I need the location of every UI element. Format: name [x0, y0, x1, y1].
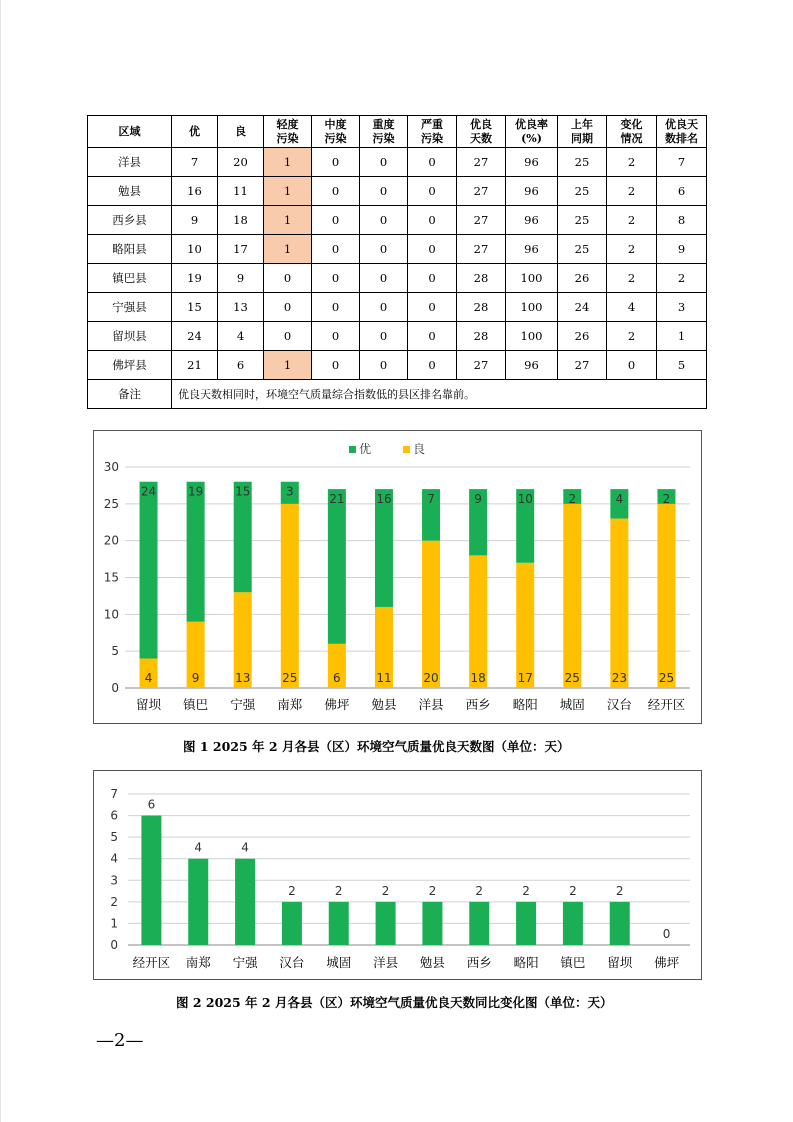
table-cell: 0 [312, 293, 360, 322]
y-tick-label: 20 [103, 533, 119, 548]
bar [235, 859, 255, 945]
table-cell: 4 [607, 293, 657, 322]
table-row [88, 322, 707, 351]
table-cell: 96 [506, 235, 558, 264]
table-row [88, 293, 707, 322]
legend-swatch [403, 446, 410, 453]
table-note-row [88, 380, 707, 409]
data-label: 17 [517, 671, 533, 685]
x-tick-label: 镇巴 [560, 955, 586, 970]
data-label: 25 [564, 671, 580, 685]
table-cell: 2 [607, 148, 657, 177]
x-tick-label: 西乡 [466, 955, 492, 970]
data-label: 25 [282, 671, 298, 685]
table-cell: 17 [218, 235, 264, 264]
bar-segment [610, 519, 628, 688]
table-cell: 0 [312, 322, 360, 351]
bar [329, 902, 349, 945]
x-tick-label: 城固 [559, 697, 585, 712]
table-cell: 27 [457, 148, 506, 177]
bar-segment [140, 482, 158, 659]
table-cell: 28 [457, 293, 506, 322]
table-cell: 0 [408, 264, 457, 293]
data-label: 2 [569, 883, 577, 898]
bar-segment [563, 504, 581, 688]
table-cell: 0 [264, 264, 312, 293]
x-tick-label: 略阳 [512, 697, 538, 712]
table-cell: 0 [408, 293, 457, 322]
bar [563, 902, 583, 945]
table-cell: 96 [506, 177, 558, 206]
table-cell: 1 [657, 322, 707, 351]
table-cell: 10 [172, 235, 218, 264]
legend-swatch [349, 446, 356, 453]
table-cell: 27 [457, 177, 506, 206]
table-cell: 2 [657, 264, 707, 293]
table-cell: 2 [607, 206, 657, 235]
y-tick-label: 6 [110, 808, 118, 823]
table-row [88, 177, 707, 206]
table-cell: 11 [218, 177, 264, 206]
figure-2-caption: 图 2 2025 年 2 月各县（区）环境空气质量优良天数同比变化图（单位：天） [176, 995, 613, 1010]
table-cell: 镇巴县 [88, 264, 172, 293]
data-label: 9 [474, 492, 482, 507]
table-cell: 0 [312, 206, 360, 235]
table-cell: 佛坪县 [88, 351, 172, 380]
table-cell: 4 [218, 322, 264, 351]
table-cell: 96 [506, 206, 558, 235]
table-cell: 19 [172, 264, 218, 293]
table-row [88, 351, 707, 380]
x-tick-label: 佛坪 [654, 955, 680, 970]
bar [469, 902, 489, 945]
table-cell: 96 [506, 148, 558, 177]
y-tick-label: 7 [110, 787, 118, 801]
y-tick-label: 1 [110, 916, 118, 931]
y-tick-label: 5 [110, 830, 118, 845]
data-label: 4 [241, 840, 249, 855]
x-tick-label: 宁强 [230, 697, 256, 712]
table-header-row [88, 116, 707, 148]
data-label: 2 [662, 492, 671, 507]
table-cell: 27 [457, 206, 506, 235]
table-cell: 0 [360, 177, 408, 206]
table-cell: 96 [506, 351, 558, 380]
bar-segment [516, 563, 534, 688]
table-cell: 100 [506, 264, 558, 293]
y-tick-label: 5 [111, 644, 119, 659]
table-cell: 3 [657, 293, 707, 322]
table-cell: 25 [558, 177, 607, 206]
x-tick-label: 略阳 [513, 955, 539, 970]
data-label: 23 [611, 671, 628, 685]
x-tick-label: 西乡 [465, 697, 491, 712]
y-tick-label: 0 [111, 681, 119, 695]
table-cell: 宁强县 [88, 293, 172, 322]
table-row [88, 206, 707, 235]
data-label: 2 [615, 883, 624, 898]
table-body [88, 148, 707, 409]
table-cell: 1 [264, 351, 312, 380]
page-edge [0, 0, 1, 1122]
table-header-cell: 上年 同期 [558, 116, 607, 148]
data-label: 13 [235, 671, 251, 685]
table-cell: 25 [558, 206, 607, 235]
y-tick-label: 10 [103, 607, 119, 622]
table-header-cell: 优良天 数排名 [657, 116, 707, 148]
air-quality-table [87, 115, 707, 409]
table-cell: 21 [172, 351, 218, 380]
table-cell: 2 [607, 264, 657, 293]
table-cell: 1 [264, 206, 312, 235]
data-label: 2 [381, 883, 390, 898]
x-tick-label: 经开区 [132, 955, 171, 970]
y-tick-label: 15 [103, 570, 119, 585]
table-cell: 0 [360, 264, 408, 293]
table-cell: 100 [506, 322, 558, 351]
note-label: 备注 [88, 380, 172, 409]
data-label: 2 [568, 492, 577, 507]
data-label: 2 [334, 883, 343, 898]
table-row [88, 264, 707, 293]
chart-yoy-change-svg [94, 771, 701, 979]
y-tick-label: 3 [110, 873, 118, 888]
table-cell: 0 [360, 293, 408, 322]
table-cell: 0 [360, 148, 408, 177]
table-cell: 0 [360, 206, 408, 235]
data-label: 2 [288, 883, 296, 898]
x-tick-label: 佛坪 [324, 697, 350, 712]
x-tick-label: 留坝 [136, 697, 162, 712]
data-label: 11 [376, 671, 392, 685]
data-label: 18 [470, 671, 486, 685]
bar [422, 902, 442, 945]
table-cell: 28 [457, 264, 506, 293]
data-label: 2 [522, 883, 530, 898]
data-label: 16 [376, 492, 392, 507]
bar [141, 816, 161, 945]
table-cell: 15 [172, 293, 218, 322]
bar-segment [281, 504, 299, 688]
table-cell: 20 [218, 148, 264, 177]
page-number: —2— [96, 1030, 144, 1051]
bar [376, 902, 396, 945]
table-cell: 0 [312, 177, 360, 206]
table-cell: 2 [607, 177, 657, 206]
data-label: 10 [517, 492, 533, 507]
y-tick-label: 30 [103, 460, 119, 474]
x-tick-label: 洋县 [373, 955, 399, 970]
data-label: 6 [147, 797, 156, 812]
data-label: 3 [285, 484, 294, 499]
table-header-cell: 优良 天数 [457, 116, 506, 148]
table-cell: 7 [172, 148, 218, 177]
data-label: 19 [187, 484, 204, 499]
table-cell: 25 [558, 235, 607, 264]
x-tick-label: 勉县 [419, 955, 445, 970]
table-cell: 100 [506, 293, 558, 322]
x-tick-label: 经开区 [647, 697, 686, 712]
table-cell: 0 [408, 148, 457, 177]
data-label: 2 [475, 883, 484, 898]
data-label: 0 [662, 927, 671, 941]
y-tick-label: 0 [110, 938, 118, 952]
table-cell: 0 [607, 351, 657, 380]
data-label: 15 [235, 484, 251, 499]
table-cell: 16 [172, 177, 218, 206]
legend-label: 优 [359, 442, 372, 456]
table-cell: 28 [457, 322, 506, 351]
table-cell: 0 [408, 322, 457, 351]
x-tick-label: 汉台 [279, 955, 305, 970]
chart-good-days [93, 430, 702, 724]
table-header-cell: 中度 污染 [312, 116, 360, 148]
table-row [88, 148, 707, 177]
x-tick-label: 城固 [326, 955, 352, 970]
table-cell: 13 [218, 293, 264, 322]
table-cell: 1 [264, 177, 312, 206]
y-tick-label: 2 [110, 894, 118, 909]
data-label: 21 [329, 492, 345, 507]
bar-segment [375, 489, 393, 607]
bar-segment [328, 489, 346, 644]
table-cell: 27 [457, 351, 506, 380]
table-cell: 1 [264, 148, 312, 177]
y-tick-label: 25 [103, 496, 119, 511]
data-label: 20 [423, 671, 439, 685]
table-cell: 26 [558, 264, 607, 293]
data-label: 25 [658, 671, 675, 685]
table-cell: 0 [408, 351, 457, 380]
data-label: 4 [615, 492, 624, 507]
table-cell: 0 [264, 293, 312, 322]
table-cell: 0 [312, 235, 360, 264]
data-label: 7 [427, 492, 435, 507]
x-tick-label: 宁强 [232, 955, 258, 970]
table-cell: 24 [558, 293, 607, 322]
x-tick-label: 留坝 [607, 955, 633, 970]
data-label: 9 [191, 671, 200, 685]
data-label: 4 [194, 840, 203, 855]
table-header-cell: 重度 污染 [360, 116, 408, 148]
table-cell: 18 [218, 206, 264, 235]
table-cell: 0 [312, 148, 360, 177]
table-cell: 0 [312, 351, 360, 380]
chart-yoy-change [93, 770, 702, 980]
table-cell: 2 [607, 322, 657, 351]
table-header-cell: 良 [218, 116, 264, 148]
table-cell: 25 [558, 148, 607, 177]
figure-1-caption: 图 1 2025 年 2 月各县（区）环境空气质量优良天数图（单位：天） [183, 739, 570, 754]
table-cell: 0 [264, 322, 312, 351]
table-cell: 9 [172, 206, 218, 235]
table-cell: 7 [657, 148, 707, 177]
table-cell: 5 [657, 351, 707, 380]
table-row [88, 235, 707, 264]
table-cell: 0 [360, 322, 408, 351]
table-cell: 2 [607, 235, 657, 264]
table-cell: 洋县 [88, 148, 172, 177]
bar-segment [422, 541, 440, 688]
table-cell: 1 [264, 235, 312, 264]
bar-segment [469, 555, 487, 688]
x-tick-label: 镇巴 [183, 697, 209, 712]
x-tick-label: 南郑 [277, 697, 303, 712]
table-cell: 0 [408, 235, 457, 264]
table-cell: 26 [558, 322, 607, 351]
bar [282, 902, 302, 945]
legend-label: 良 [413, 442, 426, 456]
data-label: 4 [144, 671, 153, 685]
table-cell: 0 [360, 351, 408, 380]
x-tick-label: 汉台 [606, 697, 632, 712]
table-cell: 0 [360, 235, 408, 264]
table-cell: 勉县 [88, 177, 172, 206]
data-label: 2 [428, 883, 437, 898]
table-cell: 0 [408, 177, 457, 206]
table-cell: 27 [558, 351, 607, 380]
table-cell: 0 [312, 264, 360, 293]
table-cell: 6 [218, 351, 264, 380]
bar-segment [657, 504, 675, 688]
table-cell: 27 [457, 235, 506, 264]
table-header-cell: 优良率 (%) [506, 116, 558, 148]
table-cell: 8 [657, 206, 707, 235]
x-tick-label: 南郑 [185, 955, 211, 970]
table-cell: 西乡县 [88, 206, 172, 235]
table-header-cell: 优 [172, 116, 218, 148]
table-header-cell: 轻度 污染 [264, 116, 312, 148]
bar-segment [187, 482, 205, 622]
table-header-cell: 严重 污染 [408, 116, 457, 148]
table-cell: 6 [657, 177, 707, 206]
x-tick-label: 洋县 [418, 697, 444, 712]
note-text: 优良天数相同时，环境空气质量综合指数低的县区排名靠前。 [172, 380, 707, 409]
y-tick-label: 4 [110, 851, 118, 866]
table-cell: 9 [657, 235, 707, 264]
table-cell: 0 [408, 206, 457, 235]
x-tick-label: 勉县 [371, 697, 397, 712]
bar [516, 902, 536, 945]
table-header-cell: 区域 [88, 116, 172, 148]
table-cell: 9 [218, 264, 264, 293]
table-cell: 留坝县 [88, 322, 172, 351]
bar [610, 902, 630, 945]
data-label: 6 [333, 671, 341, 685]
data-label: 24 [140, 484, 157, 499]
table-cell: 略阳县 [88, 235, 172, 264]
table-cell: 24 [172, 322, 218, 351]
bar [188, 859, 208, 945]
chart-good-days-svg [94, 431, 701, 723]
table-header-cell: 变化 情况 [607, 116, 657, 148]
